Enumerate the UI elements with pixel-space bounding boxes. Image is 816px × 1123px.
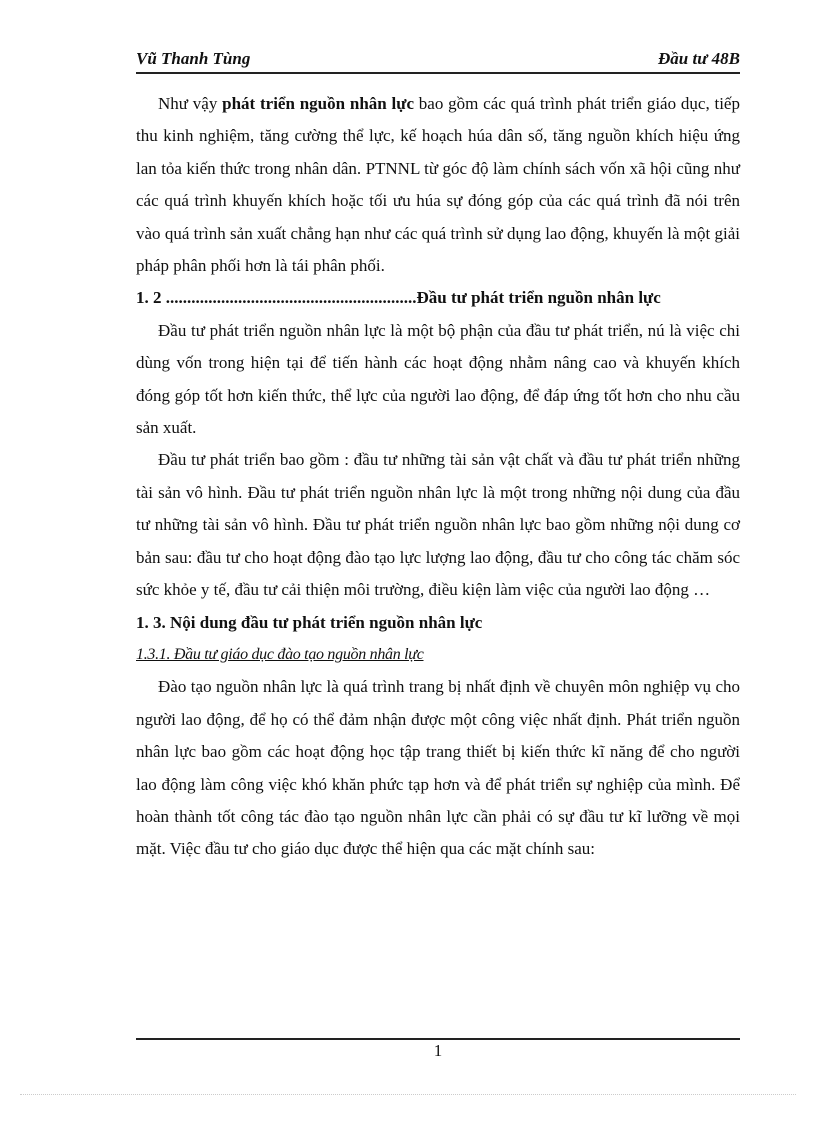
document-body bbox=[136, 88, 740, 866]
heading-1-3-1: 1.3.1. Đầu tư giáo dục đào tạo nguồn nhân lực bbox=[136, 645, 424, 663]
paragraph-investment-scope: Đầu tư phát triển bao gồm : đầu tư những tài sản vật chất và đầu tư phát triển những tài sản vô hình. Đầu tư phát triển nguồn nhân lực là một trong những nội dung của đầu tư những tài sản vô hình. Đầu tư phát triển nguồn nhân lực bao gồm những nội dung cơ bản sau: đầu tư cho hoạt động đào tạo lực lượng lao động, đầu tư cho công tác chăm sóc sức khỏe y tế, đầu tư cải thiện môi trường, điều kiện làm việc của người lao động … bbox=[136, 450, 740, 600]
header-author: Vũ Thanh Tùng bbox=[136, 49, 251, 68]
page-bottom-border bbox=[20, 1094, 796, 1095]
header-class: Đầu tư 48B bbox=[658, 49, 740, 68]
paragraph-definition-prefix: Như vậy bbox=[158, 94, 223, 113]
footer-divider bbox=[136, 1038, 740, 1040]
paragraph-definition bbox=[136, 88, 740, 282]
heading-1-3: 1. 3. Nội dung đầu tư phát triển nguồn nhân lực bbox=[136, 612, 483, 632]
paragraph-investment-definition: Đầu tư phát triển nguồn nhân lực là một bộ phận của đầu tư phát triển, nú là việc chi dùng vốn trong hiện tại để tiến hành các hoạt động nhằm nâng cao và khuyến khích đóng góp tốt hơn kiến thức, thể lực của người lao động, để đáp ứng tốt hơn cho nhu cầu sản xuất. bbox=[136, 320, 740, 438]
page-header bbox=[136, 46, 740, 74]
paragraph-definition-rest: bao gồm các quá trình phát triển giáo dục, tiếp thu kinh nghiệm, tăng cường thể lực, kế hoạch húa dân số, tăng nguồn khích hiệu ứng lan tỏa kiến thức trong nhân dân. PTNNL từ góc độ làm chính sách vốn xã hội cũng như các quá trình khuyến khích hoặc tối ưu húa sự đóng góp của các quá trình đã nói trên vào quá trình sản xuất chẳng hạn như các quá trình sử dụng lao động, khuyến là một giải pháp phân phối hơn là tái phân phối. bbox=[136, 94, 740, 276]
paragraph-training: Đào tạo nguồn nhân lực là quá trình trang bị nhất định về chuyên môn nghiệp vụ cho người lao động, để họ có thể đảm nhận được một công việc nhất định. Phát triển nguồn nhân lực bao gồm các hoạt động học tập trang thiết bị kiến thức kĩ năng để cho người lao động làm công việc khó khăn phức tạp hơn và để phát triển sự nghiệp của mình. Để hoàn thành tốt công tác đào tạo nguồn nhân lực cần phải có sự đầu tư kĩ lưỡng về mọi mặt. Việc đầu tư cho giáo dục được thể hiện qua các mặt chính sau: bbox=[136, 677, 740, 859]
paragraph-definition-bold: phát triển nguồn nhân lực bbox=[222, 94, 414, 113]
page-number: 1 bbox=[433, 1041, 443, 1060]
heading-1-2: 1. 2 ...........................................................Đầu tư phát triển nguồn nhân lực bbox=[136, 288, 661, 308]
